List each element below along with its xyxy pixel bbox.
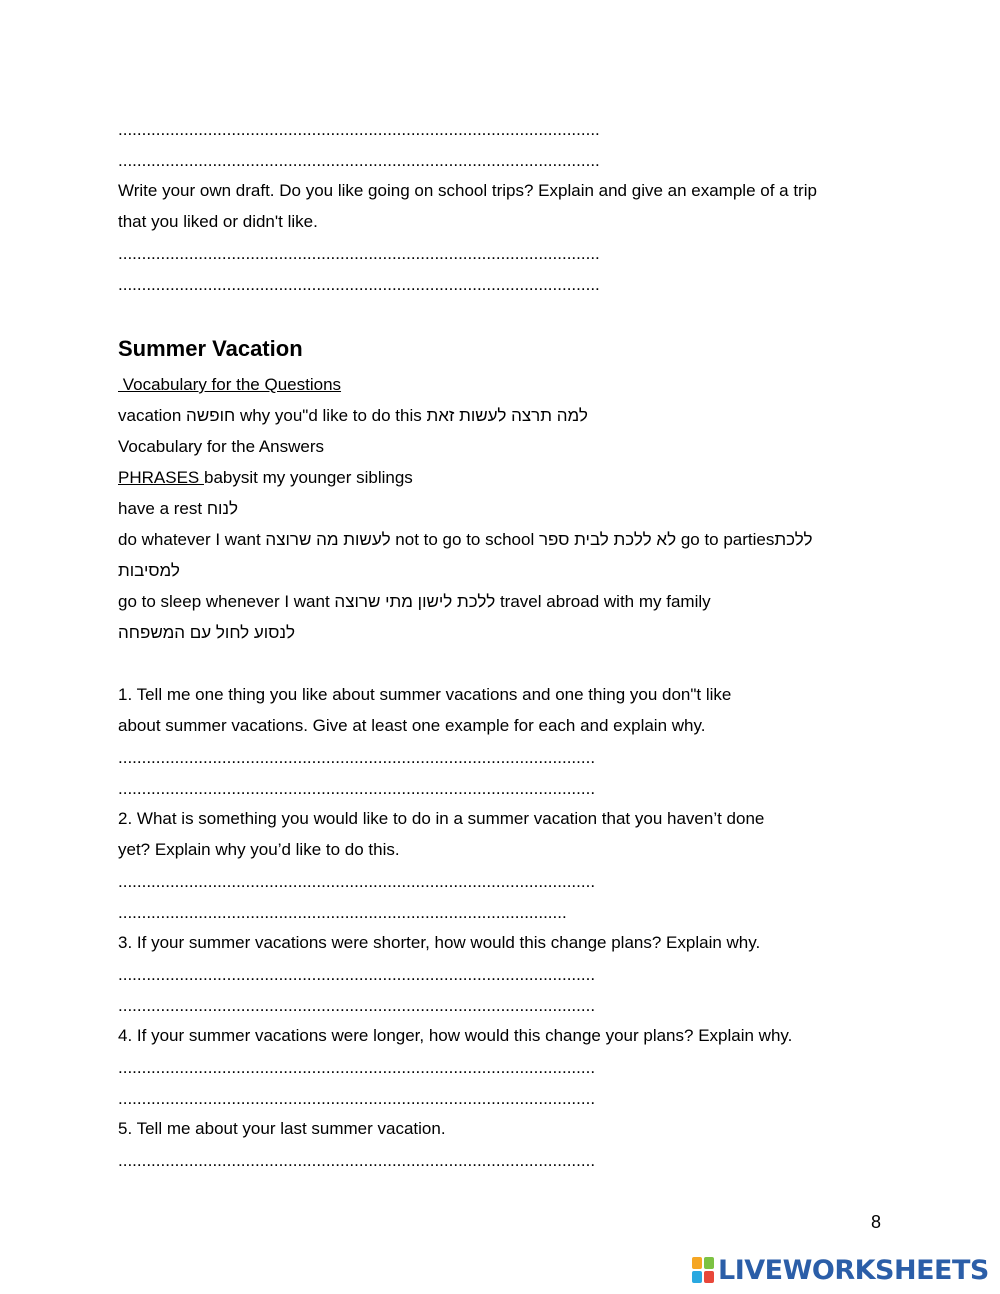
phrase-have-a-rest: have a rest לנוח [118, 499, 239, 518]
answer-q2-line-1[interactable]: ..................................................................................................... [118, 872, 596, 891]
answer-q2-line-2[interactable]: ............................................................................................... [118, 903, 567, 922]
answer-line-draft-1[interactable]: ...................................................................................................... [118, 244, 600, 263]
answer-q3-line-2[interactable]: ..................................................................................................... [118, 996, 596, 1015]
phrase-whatever-line-2: למסיבות [118, 561, 180, 580]
vocab-questions-heading: Vocabulary for the Questions [118, 375, 342, 394]
answer-q1-line-2[interactable]: ..................................................................................................... [118, 779, 596, 798]
answer-q4-line-2[interactable]: ..................................................................................................... [118, 1089, 596, 1108]
logo-square-3 [692, 1271, 702, 1283]
question-5: 5. Tell me about your last summer vacation. [118, 1119, 446, 1138]
phrases-line [118, 468, 413, 488]
question-2-line-1: 2. What is something you would like to do in a summer vacation that you haven’t done [118, 809, 765, 828]
section-title: Summer Vacation [118, 336, 303, 361]
liveworksheets-logo [692, 1253, 989, 1287]
answer-q5-line-1[interactable]: ..................................................................................................... [118, 1151, 596, 1170]
question-1-line-2: about summer vacations. Give at least one example for each and explain why. [118, 716, 706, 735]
logo-square-1 [692, 1257, 702, 1269]
liveworksheets-logo-icon [692, 1257, 714, 1283]
draft-prompt-line-1: Write your own draft. Do you like going on school trips? Explain and give an example of a trip [118, 181, 817, 200]
question-2-line-2: yet? Explain why you’d like to do this. [118, 840, 400, 859]
draft-prompt-line-2: that you liked or didn't like. [118, 212, 318, 231]
answer-line-draft-2[interactable]: ...................................................................................................... [118, 275, 600, 294]
phrases-label: PHRASES [118, 468, 204, 487]
vocab-answers-heading: Vocabulary for the Answers [118, 437, 325, 456]
phrase-whatever-line-1: do whatever I want לעשות מה שרוצה not to go to school לא ללכת לבית ספר go to partiesללכת [118, 530, 813, 549]
question-3: 3. If your summer vacations were shorter, how would this change plans? Explain why. [118, 933, 761, 952]
answer-q3-line-1[interactable]: ..................................................................................................... [118, 965, 596, 984]
vocab-line-1: vacation חופשה why you"d like to do this למה תרצה לעשות זאת [118, 406, 588, 425]
answer-line-prev-2[interactable]: ...................................................................................................... [118, 151, 600, 170]
question-4: 4. If your summer vacations were longer, how would this change your plans? Explain why. [118, 1026, 793, 1045]
phrase-sleep-line-1: go to sleep whenever I want ללכת לישון מתי שרוצה travel abroad with my family [118, 592, 711, 611]
phrase-babysit: babysit my younger siblings [203, 468, 413, 487]
logo-square-4 [704, 1271, 714, 1283]
phrase-sleep-line-2: לנסוע לחול עם המשפחה [118, 623, 295, 642]
page-number: 8 [871, 1212, 882, 1232]
logo-text: LIVEWORKSHEETS [718, 1254, 989, 1286]
question-1-line-1: 1. Tell me one thing you like about summer vacations and one thing you don"t like [118, 685, 732, 704]
answer-q4-line-1[interactable]: ..................................................................................................... [118, 1058, 596, 1077]
answer-q1-line-1[interactable]: ..................................................................................................... [118, 748, 596, 767]
logo-square-2 [704, 1257, 714, 1269]
answer-line-prev-1[interactable]: ...................................................................................................... [118, 120, 600, 139]
